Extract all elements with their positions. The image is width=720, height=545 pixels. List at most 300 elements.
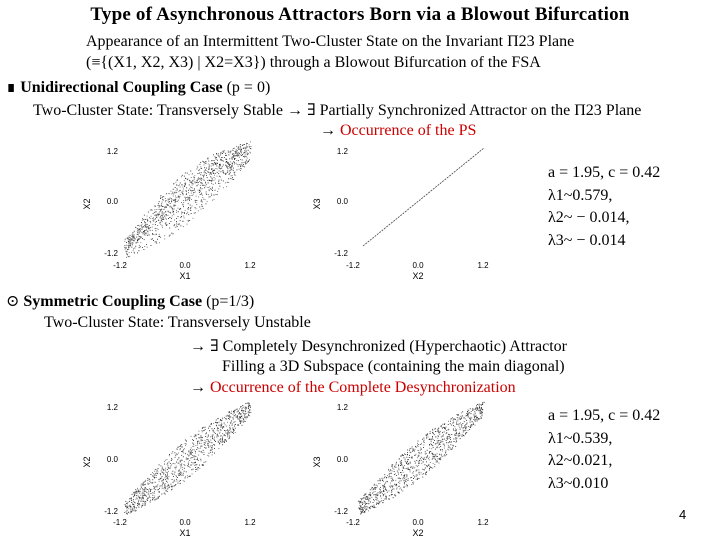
scatter-point bbox=[240, 170, 241, 171]
scatter-point bbox=[466, 432, 467, 433]
scatter-point bbox=[232, 423, 233, 424]
scatter-point bbox=[384, 474, 385, 475]
scatter-point bbox=[205, 440, 206, 441]
scatter-point bbox=[245, 403, 246, 404]
scatter-point bbox=[201, 193, 202, 194]
scatter-point bbox=[398, 492, 399, 493]
scatter-point bbox=[222, 442, 223, 443]
scatter-point bbox=[416, 460, 417, 461]
section1-result: Occurrence of the PS bbox=[340, 122, 477, 139]
scatter-point bbox=[210, 188, 211, 189]
plot-4-xtick-left: -1.2 bbox=[346, 518, 360, 527]
scatter-point bbox=[245, 410, 246, 411]
scatter-point bbox=[205, 172, 206, 173]
scatter-point bbox=[220, 420, 221, 421]
scatter-point bbox=[430, 433, 431, 434]
scatter-point bbox=[162, 213, 163, 214]
plot-2-diagonal-line bbox=[363, 148, 484, 246]
scatter-point bbox=[172, 192, 173, 193]
scatter-point bbox=[424, 459, 425, 460]
scatter-point bbox=[197, 173, 198, 174]
scatter-point bbox=[212, 436, 213, 437]
scatter-point bbox=[189, 199, 190, 200]
scatter-point bbox=[474, 419, 475, 420]
scatter-point bbox=[156, 211, 157, 212]
scatter-point bbox=[216, 157, 217, 158]
scatter-point bbox=[191, 213, 192, 214]
scatter-point bbox=[438, 428, 439, 429]
scatter-point bbox=[450, 437, 451, 438]
scatter-point bbox=[454, 426, 455, 427]
scatter-point bbox=[179, 185, 180, 186]
scatter-point bbox=[159, 488, 160, 489]
scatter-point bbox=[161, 470, 162, 471]
scatter-point bbox=[240, 423, 241, 424]
scatter-point bbox=[479, 405, 480, 406]
scatter-point bbox=[220, 438, 221, 439]
scatter-point bbox=[474, 415, 475, 416]
scatter-point bbox=[189, 455, 190, 456]
plot-4-svg bbox=[308, 398, 508, 540]
scatter-point bbox=[222, 418, 223, 419]
scatter-point bbox=[237, 419, 238, 420]
plot-1-ylabel: X2 bbox=[82, 198, 92, 210]
scatter-point bbox=[221, 420, 222, 421]
plot-3-ytick-top: 1.2 bbox=[106, 403, 118, 412]
scatter-point bbox=[167, 486, 168, 487]
scatter-point bbox=[204, 167, 205, 168]
scatter-point bbox=[416, 475, 417, 476]
scatter-point bbox=[155, 482, 156, 483]
scatter-point bbox=[435, 455, 436, 456]
scatter-point bbox=[440, 442, 441, 443]
scatter-point bbox=[457, 417, 458, 418]
scatter-point bbox=[150, 482, 151, 483]
section1-bullet: ∎ bbox=[6, 79, 17, 96]
scatter-point bbox=[401, 464, 402, 465]
scatter-point bbox=[193, 440, 194, 441]
scatter-point bbox=[161, 478, 162, 479]
scatter-point bbox=[163, 474, 164, 475]
scatter-point bbox=[206, 168, 207, 169]
scatter-point bbox=[227, 166, 228, 167]
scatter-point bbox=[445, 450, 446, 451]
scatter-point bbox=[449, 436, 450, 437]
scatter-point bbox=[197, 186, 198, 187]
scatter-point bbox=[416, 479, 417, 480]
scatter-point bbox=[479, 407, 480, 408]
scatter-point bbox=[228, 416, 229, 417]
scatter-point bbox=[365, 494, 366, 495]
scatter-point bbox=[145, 491, 146, 492]
scatter-point bbox=[429, 451, 430, 452]
plot-2-ylabel: X3 bbox=[312, 198, 322, 210]
scatter-point bbox=[232, 179, 233, 180]
scatter-point bbox=[208, 197, 209, 198]
scatter-point bbox=[248, 150, 249, 151]
scatter-point bbox=[234, 172, 235, 173]
scatter-point bbox=[376, 485, 377, 486]
scatter-point bbox=[209, 430, 210, 431]
scatter-point bbox=[145, 481, 146, 482]
scatter-point bbox=[162, 476, 163, 477]
scatter-point bbox=[182, 460, 183, 461]
scatter-point bbox=[240, 166, 241, 167]
scatter-point bbox=[393, 497, 394, 498]
scatter-point bbox=[474, 411, 475, 412]
scatter-point bbox=[162, 217, 163, 218]
scatter-point bbox=[193, 190, 194, 191]
scatter-point bbox=[207, 159, 208, 160]
scatter-point bbox=[202, 430, 203, 431]
scatter-point bbox=[128, 245, 129, 246]
scatter-point bbox=[241, 164, 242, 165]
scatter-point bbox=[130, 246, 131, 247]
plot-4-ylabel: X3 bbox=[312, 456, 322, 468]
scatter-point bbox=[197, 447, 198, 448]
scatter-point bbox=[468, 410, 469, 411]
plot-1-xtick-left: -1.2 bbox=[113, 261, 127, 270]
scatter-point bbox=[442, 451, 443, 452]
scatter-point bbox=[232, 159, 233, 160]
scatter-point bbox=[194, 436, 195, 437]
scatter-point bbox=[380, 493, 381, 494]
scatter-point bbox=[243, 148, 244, 149]
scatter-point bbox=[181, 444, 182, 445]
scatter-point bbox=[415, 446, 416, 447]
scatter-point bbox=[433, 439, 434, 440]
scatter-point bbox=[201, 182, 202, 183]
scatter-point bbox=[456, 422, 457, 423]
scatter-point bbox=[181, 473, 182, 474]
scatter-point bbox=[473, 419, 474, 420]
scatter-point bbox=[222, 428, 223, 429]
scatter-point bbox=[437, 438, 438, 439]
scatter-point bbox=[209, 426, 210, 427]
scatter-point bbox=[462, 416, 463, 417]
scatter-point bbox=[423, 458, 424, 459]
scatter-point bbox=[436, 456, 437, 457]
scatter-point bbox=[176, 190, 177, 191]
scatter-point bbox=[127, 507, 128, 508]
scatter-point bbox=[469, 429, 470, 430]
scatter-point bbox=[202, 440, 203, 441]
scatter-point bbox=[424, 440, 425, 441]
scatter-point bbox=[130, 510, 131, 511]
scatter-point bbox=[146, 492, 147, 493]
scatter-point bbox=[172, 208, 173, 209]
scatter-point bbox=[178, 200, 179, 201]
scatter-point bbox=[189, 200, 190, 201]
scatter-point bbox=[242, 418, 243, 419]
scatter-point bbox=[144, 232, 145, 233]
scatter-point bbox=[182, 467, 183, 468]
scatter-point bbox=[451, 425, 452, 426]
scatter-point bbox=[163, 196, 164, 197]
scatter-point bbox=[166, 193, 167, 194]
scatter-point bbox=[167, 475, 168, 476]
section2-lambda3: λ3~0.010 bbox=[548, 474, 609, 492]
scatter-point bbox=[381, 498, 382, 499]
scatter-point bbox=[233, 429, 234, 430]
scatter-point bbox=[419, 455, 420, 456]
scatter-point bbox=[226, 441, 227, 442]
scatter-point bbox=[205, 186, 206, 187]
scatter-point bbox=[155, 224, 156, 225]
scatter-point bbox=[377, 486, 378, 487]
scatter-point bbox=[188, 192, 189, 193]
scatter-point bbox=[183, 449, 184, 450]
scatter-point bbox=[144, 495, 145, 496]
scatter-point bbox=[404, 465, 405, 466]
scatter-point bbox=[199, 465, 200, 466]
scatter-point bbox=[183, 191, 184, 192]
scatter-point bbox=[128, 243, 129, 244]
scatter-point bbox=[143, 489, 144, 490]
scatter-point bbox=[245, 408, 246, 409]
scatter-point bbox=[140, 495, 141, 496]
scatter-point bbox=[224, 442, 225, 443]
scatter-point bbox=[164, 492, 165, 493]
scatter-point bbox=[222, 153, 223, 154]
scatter-point bbox=[144, 489, 145, 490]
scatter-point bbox=[470, 426, 471, 427]
scatter-point bbox=[403, 477, 404, 478]
scatter-point bbox=[453, 420, 454, 421]
scatter-point bbox=[195, 435, 196, 436]
scatter-point bbox=[444, 455, 445, 456]
scatter-point bbox=[152, 492, 153, 493]
scatter-point bbox=[215, 156, 216, 157]
plot-3-ytick-mid: 0.0 bbox=[106, 455, 118, 464]
scatter-point bbox=[243, 166, 244, 167]
scatter-point bbox=[161, 466, 162, 467]
scatter-point bbox=[223, 170, 224, 171]
scatter-point bbox=[226, 159, 227, 160]
scatter-point bbox=[126, 503, 127, 504]
plot-1-ytick-mid: 0.0 bbox=[106, 197, 118, 206]
scatter-point bbox=[177, 459, 178, 460]
scatter-point bbox=[419, 460, 420, 461]
scatter-point bbox=[172, 215, 173, 216]
scatter-point bbox=[369, 507, 370, 508]
scatter-point bbox=[238, 152, 239, 153]
scatter-point bbox=[196, 182, 197, 183]
scatter-point bbox=[178, 224, 179, 225]
scatter-point bbox=[198, 441, 199, 442]
scatter-point bbox=[391, 476, 392, 477]
scatter-point bbox=[227, 435, 228, 436]
scatter-point bbox=[129, 252, 130, 253]
scatter-point bbox=[140, 489, 141, 490]
scatter-point bbox=[417, 443, 418, 444]
scatter-point bbox=[399, 486, 400, 487]
scatter-point bbox=[185, 445, 186, 446]
scatter-point bbox=[250, 407, 251, 408]
scatter-point bbox=[137, 234, 138, 235]
scatter-point bbox=[186, 190, 187, 191]
scatter-point bbox=[178, 229, 179, 230]
scatter-point bbox=[232, 154, 233, 155]
scatter-point bbox=[234, 162, 235, 163]
scatter-point bbox=[235, 424, 236, 425]
scatter-point bbox=[180, 196, 181, 197]
scatter-point bbox=[141, 499, 142, 500]
scatter-point bbox=[128, 508, 129, 509]
scatter-point bbox=[432, 432, 433, 433]
scatter-point bbox=[225, 424, 226, 425]
scatter-point bbox=[159, 479, 160, 480]
scatter-point bbox=[144, 490, 145, 491]
scatter-point bbox=[229, 173, 230, 174]
scatter-point bbox=[433, 447, 434, 448]
scatter-point bbox=[160, 211, 161, 212]
scatter-point bbox=[418, 444, 419, 445]
scatter-point bbox=[174, 200, 175, 201]
scatter-point bbox=[394, 474, 395, 475]
scatter-point bbox=[412, 450, 413, 451]
scatter-point bbox=[158, 220, 159, 221]
scatter-point bbox=[142, 228, 143, 229]
scatter-point bbox=[368, 494, 369, 495]
scatter-point bbox=[127, 249, 128, 250]
scatter-point bbox=[445, 452, 446, 453]
scatter-point bbox=[220, 155, 221, 156]
scatter-point bbox=[203, 161, 204, 162]
scatter-point bbox=[380, 490, 381, 491]
scatter-point bbox=[238, 166, 239, 167]
scatter-point bbox=[195, 182, 196, 183]
scatter-point bbox=[172, 451, 173, 452]
scatter-point bbox=[401, 474, 402, 475]
scatter-point bbox=[455, 437, 456, 438]
scatter-point bbox=[217, 423, 218, 424]
scatter-point bbox=[235, 421, 236, 422]
scatter-point bbox=[359, 508, 360, 509]
scatter-point bbox=[139, 232, 140, 233]
scatter-point bbox=[165, 474, 166, 475]
scatter-point bbox=[242, 145, 243, 146]
scatter-point bbox=[236, 155, 237, 156]
scatter-point bbox=[467, 422, 468, 423]
scatter-point bbox=[442, 439, 443, 440]
scatter-point bbox=[241, 162, 242, 163]
scatter-point bbox=[465, 428, 466, 429]
scatter-point bbox=[222, 440, 223, 441]
scatter-point bbox=[218, 155, 219, 156]
scatter-point bbox=[200, 179, 201, 180]
scatter-point bbox=[410, 463, 411, 464]
scatter-point bbox=[421, 449, 422, 450]
scatter-point bbox=[187, 173, 188, 174]
scatter-point bbox=[191, 199, 192, 200]
scatter-point bbox=[154, 475, 155, 476]
scatter-point bbox=[235, 428, 236, 429]
scatter-point bbox=[239, 169, 240, 170]
scatter-point bbox=[478, 418, 479, 419]
scatter-point bbox=[231, 175, 232, 176]
scatter-point bbox=[214, 437, 215, 438]
scatter-point bbox=[139, 507, 140, 508]
scatter-point bbox=[418, 452, 419, 453]
scatter-point bbox=[404, 484, 405, 485]
scatter-point bbox=[206, 194, 207, 195]
scatter-point bbox=[444, 444, 445, 445]
scatter-point bbox=[156, 499, 157, 500]
scatter-point bbox=[172, 482, 173, 483]
scatter-point bbox=[159, 207, 160, 208]
scatter-point bbox=[207, 455, 208, 456]
scatter-point bbox=[143, 227, 144, 228]
scatter-point bbox=[456, 439, 457, 440]
scatter-point bbox=[229, 419, 230, 420]
scatter-point bbox=[480, 416, 481, 417]
scatter-point bbox=[128, 502, 129, 503]
scatter-point bbox=[144, 225, 145, 226]
scatter-point bbox=[175, 205, 176, 206]
scatter-point bbox=[213, 430, 214, 431]
scatter-point bbox=[134, 234, 135, 235]
scatter-point bbox=[167, 204, 168, 205]
scatter-point bbox=[456, 441, 457, 442]
scatter-point bbox=[437, 440, 438, 441]
scatter-point bbox=[377, 498, 378, 499]
scatter-point bbox=[148, 234, 149, 235]
scatter-point bbox=[191, 462, 192, 463]
scatter-point bbox=[436, 443, 437, 444]
scatter-point bbox=[235, 151, 236, 152]
scatter-point bbox=[175, 485, 176, 486]
scatter-point bbox=[399, 483, 400, 484]
scatter-point bbox=[242, 425, 243, 426]
plot-4-ytick-bot: -1.2 bbox=[334, 507, 348, 516]
scatter-point bbox=[395, 466, 396, 467]
scatter-point bbox=[201, 178, 202, 179]
scatter-point bbox=[166, 481, 167, 482]
scatter-point bbox=[455, 419, 456, 420]
scatter-point bbox=[187, 179, 188, 180]
scatter-point bbox=[368, 497, 369, 498]
scatter-point bbox=[202, 195, 203, 196]
scatter-point bbox=[156, 477, 157, 478]
scatter-point bbox=[227, 167, 228, 168]
scatter-point bbox=[229, 415, 230, 416]
scatter-point bbox=[143, 490, 144, 491]
scatter-point bbox=[142, 503, 143, 504]
scatter-point bbox=[150, 497, 151, 498]
scatter-point bbox=[195, 469, 196, 470]
scatter-point bbox=[475, 409, 476, 410]
scatter-point bbox=[205, 162, 206, 163]
scatter-point bbox=[164, 239, 165, 240]
scatter-point bbox=[374, 484, 375, 485]
scatter-point bbox=[131, 500, 132, 501]
scatter-point bbox=[219, 180, 220, 181]
scatter-point bbox=[166, 476, 167, 477]
scatter-point bbox=[222, 441, 223, 442]
scatter-point bbox=[431, 439, 432, 440]
scatter-point bbox=[159, 481, 160, 482]
scatter-point bbox=[475, 419, 476, 420]
scatter-point bbox=[171, 191, 172, 192]
scatter-point bbox=[384, 494, 385, 495]
scatter-point bbox=[150, 493, 151, 494]
scatter-point bbox=[142, 224, 143, 225]
scatter-point bbox=[185, 178, 186, 179]
scatter-point bbox=[172, 210, 173, 211]
scatter-point bbox=[225, 440, 226, 441]
scatter-point bbox=[240, 151, 241, 152]
